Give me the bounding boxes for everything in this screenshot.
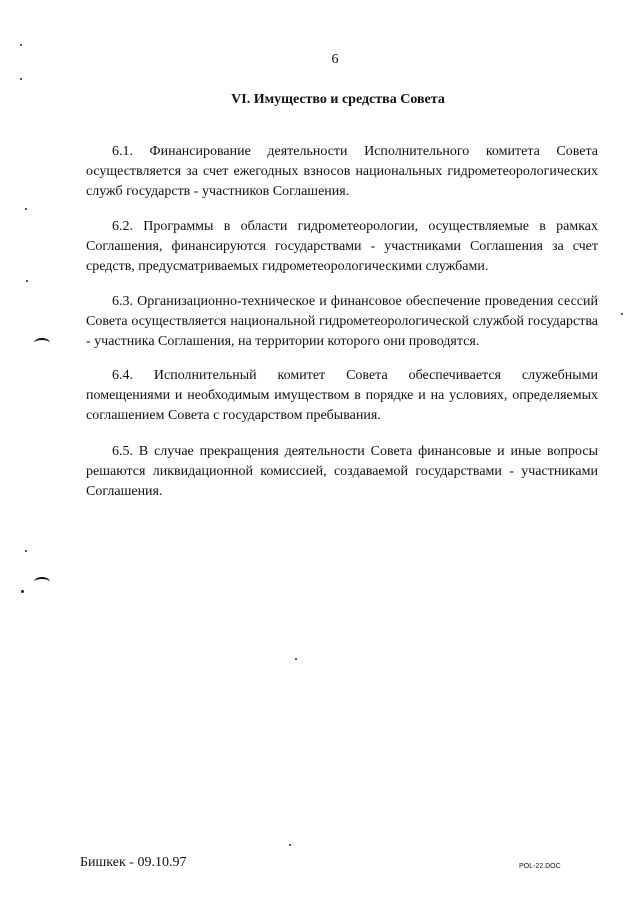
scan-speck: [20, 44, 22, 46]
page-number: 6: [331, 52, 339, 67]
paragraph-6-1: 6.1. Финансирование деятельности Исполнительного комитета Совета осуществляется за счет ежегодных взносов национальных гидрометеорологических служб государств - участников Соглашения.: [86, 144, 598, 199]
scan-speck: [21, 590, 24, 593]
scan-speck: [289, 844, 291, 846]
scan-speck: [295, 658, 297, 660]
paragraph-6-5: 6.5. В случае прекращения деятельности Совета финансовые и иные вопросы решаются ликвидационной комиссией, создаваемой государствами - участниками Соглашения.: [86, 444, 598, 499]
paragraph-6-3: 6.3. Организационно-техническое и финансовое обеспечение проведения сессий Совета осуществляется национальной гидрометеорологической службой государства - участника Соглашения, на территории которого они проводятся.: [86, 294, 598, 349]
paragraph-6-2: 6.2. Программы в области гидрометеорологии, осуществляемые в рамках Соглашения, финансируются государствами - участниками Соглашения за счет средств, предусматриваемых гидрометеорологическими службами.: [86, 219, 598, 274]
footer-document-name: POL-22.DOC: [519, 863, 561, 870]
paragraph-6-4: 6.4. Исполнительный комитет Совета обеспечивается служебными помещениями и необходимым имуществом в порядке и на условиях, определяемых соглашением Совета с государством пребывания.: [86, 368, 598, 423]
scan-speck: [25, 550, 27, 552]
scan-speck: [621, 313, 623, 315]
scan-speck: [20, 78, 22, 80]
scan-speck: [25, 208, 27, 210]
footer-place-date: Бишкек - 09.10.97: [80, 855, 187, 870]
scan-mark: [34, 577, 50, 587]
scan-speck: [26, 280, 28, 282]
section-title: VI. Имущество и средства Совета: [231, 92, 445, 107]
scan-mark: [34, 338, 50, 348]
